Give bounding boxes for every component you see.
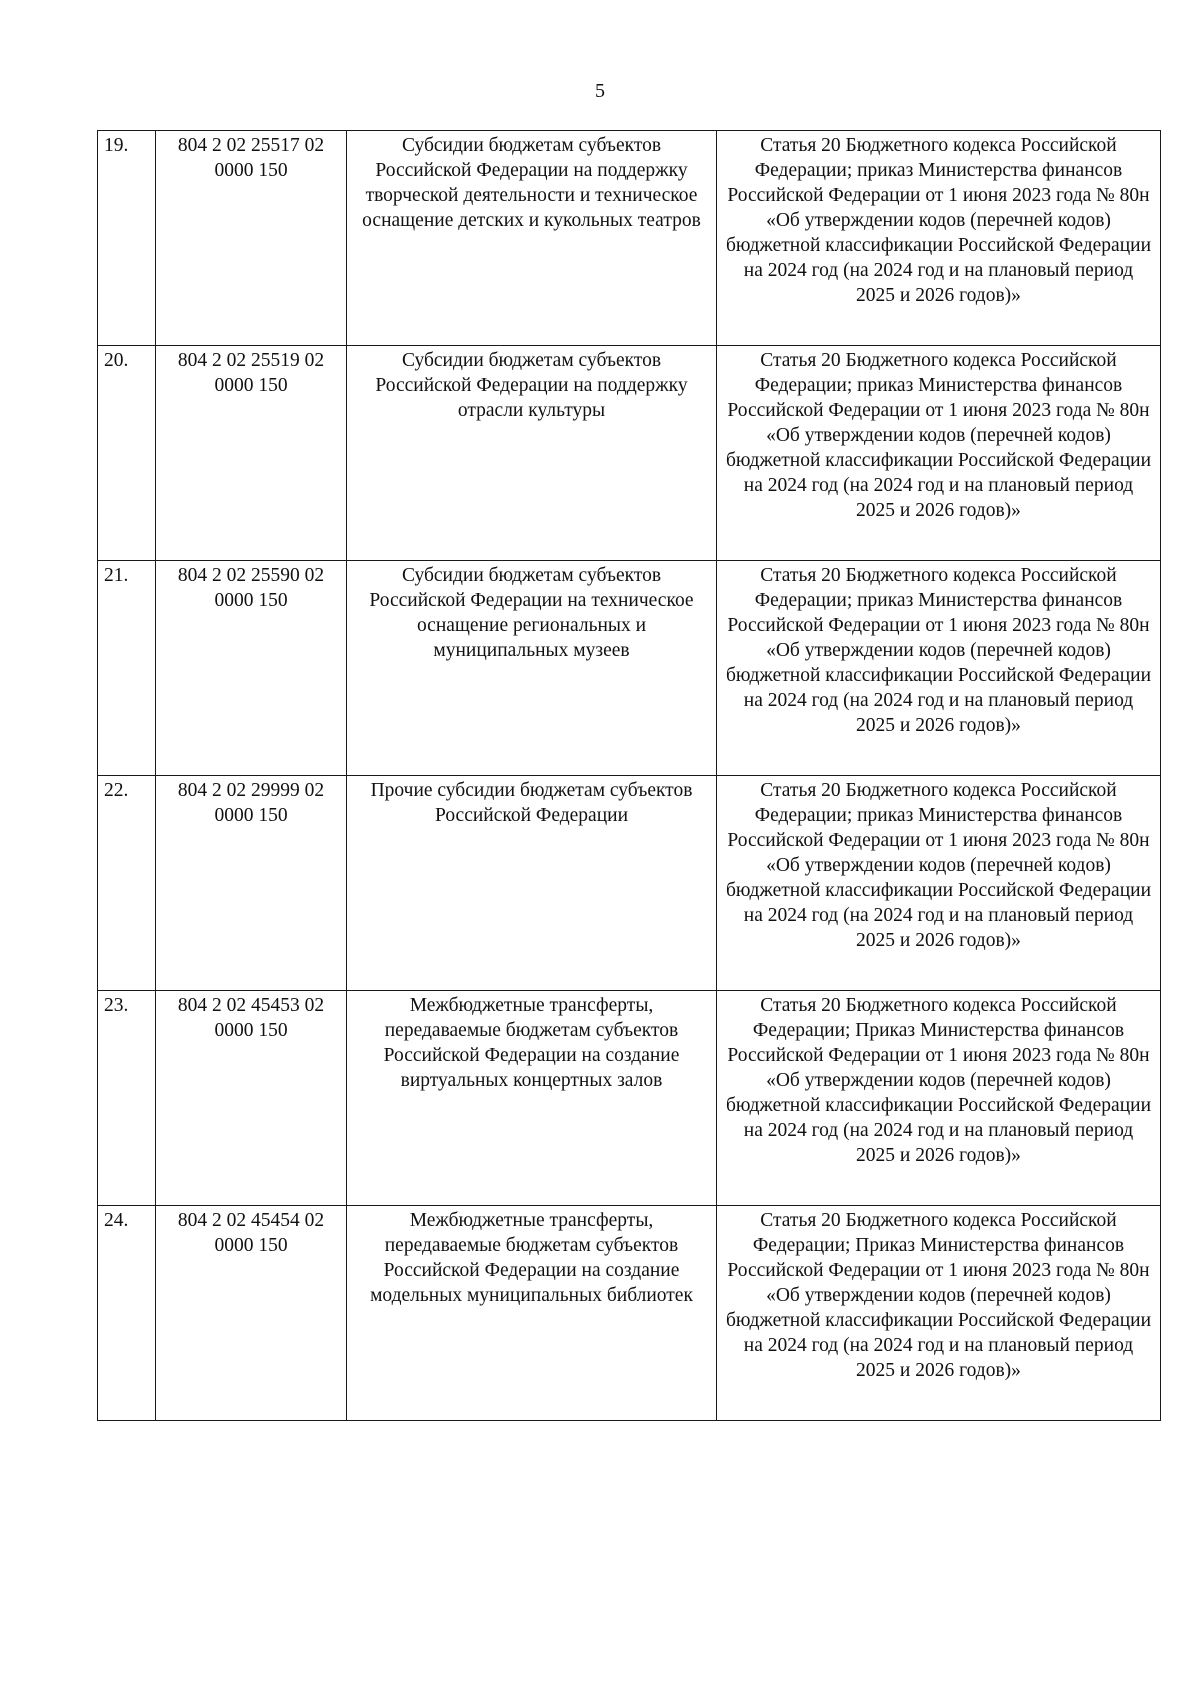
table-row <box>98 346 1161 561</box>
revenue-name: Прочие субсидии бюджетам субъектов Российской Федерации <box>347 776 717 991</box>
row-number: 20. <box>98 346 156 561</box>
legal-basis: Статья 20 Бюджетного кодекса Российской Федерации; приказ Министерства финансов Российской Федерации от 1 июня 2023 года № 80н «Об утверждении кодов (перечней кодов) бюджетной классификации Российской Федерации на 2024 год (на 2024 год и на плановый период 2025 и 2026 годов)» <box>717 776 1161 991</box>
table-row <box>98 561 1161 776</box>
legal-basis: Статья 20 Бюджетного кодекса Российской Федерации; Приказ Министерства финансов Российской Федерации от 1 июня 2023 года № 80н «Об утверждении кодов (перечней кодов) бюджетной классификации Российской Федерации на 2024 год (на 2024 год и на плановый период 2025 и 2026 годов)» <box>717 991 1161 1206</box>
row-number: 22. <box>98 776 156 991</box>
budget-code: 804 2 02 45453 02 0000 150 <box>156 991 347 1206</box>
revenue-name: Межбюджетные трансферты, передаваемые бюджетам субъектов Российской Федерации на создание модельных муниципальных библиотек <box>347 1206 717 1421</box>
row-number: 24. <box>98 1206 156 1421</box>
table-row <box>98 776 1161 991</box>
page-number: 5 <box>595 80 605 102</box>
legal-basis: Статья 20 Бюджетного кодекса Российской Федерации; приказ Министерства финансов Российской Федерации от 1 июня 2023 года № 80н «Об утверждении кодов (перечней кодов) бюджетной классификации Российской Федерации на 2024 год (на 2024 год и на плановый период 2025 и 2026 годов)» <box>717 561 1161 776</box>
row-number: 21. <box>98 561 156 776</box>
row-number: 19. <box>98 131 156 346</box>
revenue-name: Субсидии бюджетам субъектов Российской Федерации на поддержку творческой деятельности и техническое оснащение детских и кукольных театров <box>347 131 717 346</box>
revenue-name: Субсидии бюджетам субъектов Российской Федерации на техническое оснащение региональных и муниципальных музеев <box>347 561 717 776</box>
revenue-name: Межбюджетные трансферты, передаваемые бюджетам субъектов Российской Федерации на создание виртуальных концертных залов <box>347 991 717 1206</box>
legal-basis: Статья 20 Бюджетного кодекса Российской Федерации; Приказ Министерства финансов Российской Федерации от 1 июня 2023 года № 80н «Об утверждении кодов (перечней кодов) бюджетной классификации Российской Федерации на 2024 год (на 2024 год и на плановый период 2025 и 2026 годов)» <box>717 1206 1161 1421</box>
table-row <box>98 991 1161 1206</box>
table-row <box>98 131 1161 346</box>
budget-code: 804 2 02 25590 02 0000 150 <box>156 561 347 776</box>
legal-basis: Статья 20 Бюджетного кодекса Российской Федерации; приказ Министерства финансов Российской Федерации от 1 июня 2023 года № 80н «Об утверждении кодов (перечней кодов) бюджетной классификации Российской Федерации на 2024 год (на 2024 год и на плановый период 2025 и 2026 годов)» <box>717 346 1161 561</box>
budget-code: 804 2 02 25517 02 0000 150 <box>156 131 347 346</box>
table-row <box>98 1206 1161 1421</box>
revenue-name: Субсидии бюджетам субъектов Российской Федерации на поддержку отрасли культуры <box>347 346 717 561</box>
budget-code: 804 2 02 25519 02 0000 150 <box>156 346 347 561</box>
legal-basis: Статья 20 Бюджетного кодекса Российской Федерации; приказ Министерства финансов Российской Федерации от 1 июня 2023 года № 80н «Об утверждении кодов (перечней кодов) бюджетной классификации Российской Федерации на 2024 год (на 2024 год и на плановый период 2025 и 2026 годов)» <box>717 131 1161 346</box>
budget-code: 804 2 02 45454 02 0000 150 <box>156 1206 347 1421</box>
budget-code: 804 2 02 29999 02 0000 150 <box>156 776 347 991</box>
row-number: 23. <box>98 991 156 1206</box>
budget-code-table <box>97 130 1161 1421</box>
